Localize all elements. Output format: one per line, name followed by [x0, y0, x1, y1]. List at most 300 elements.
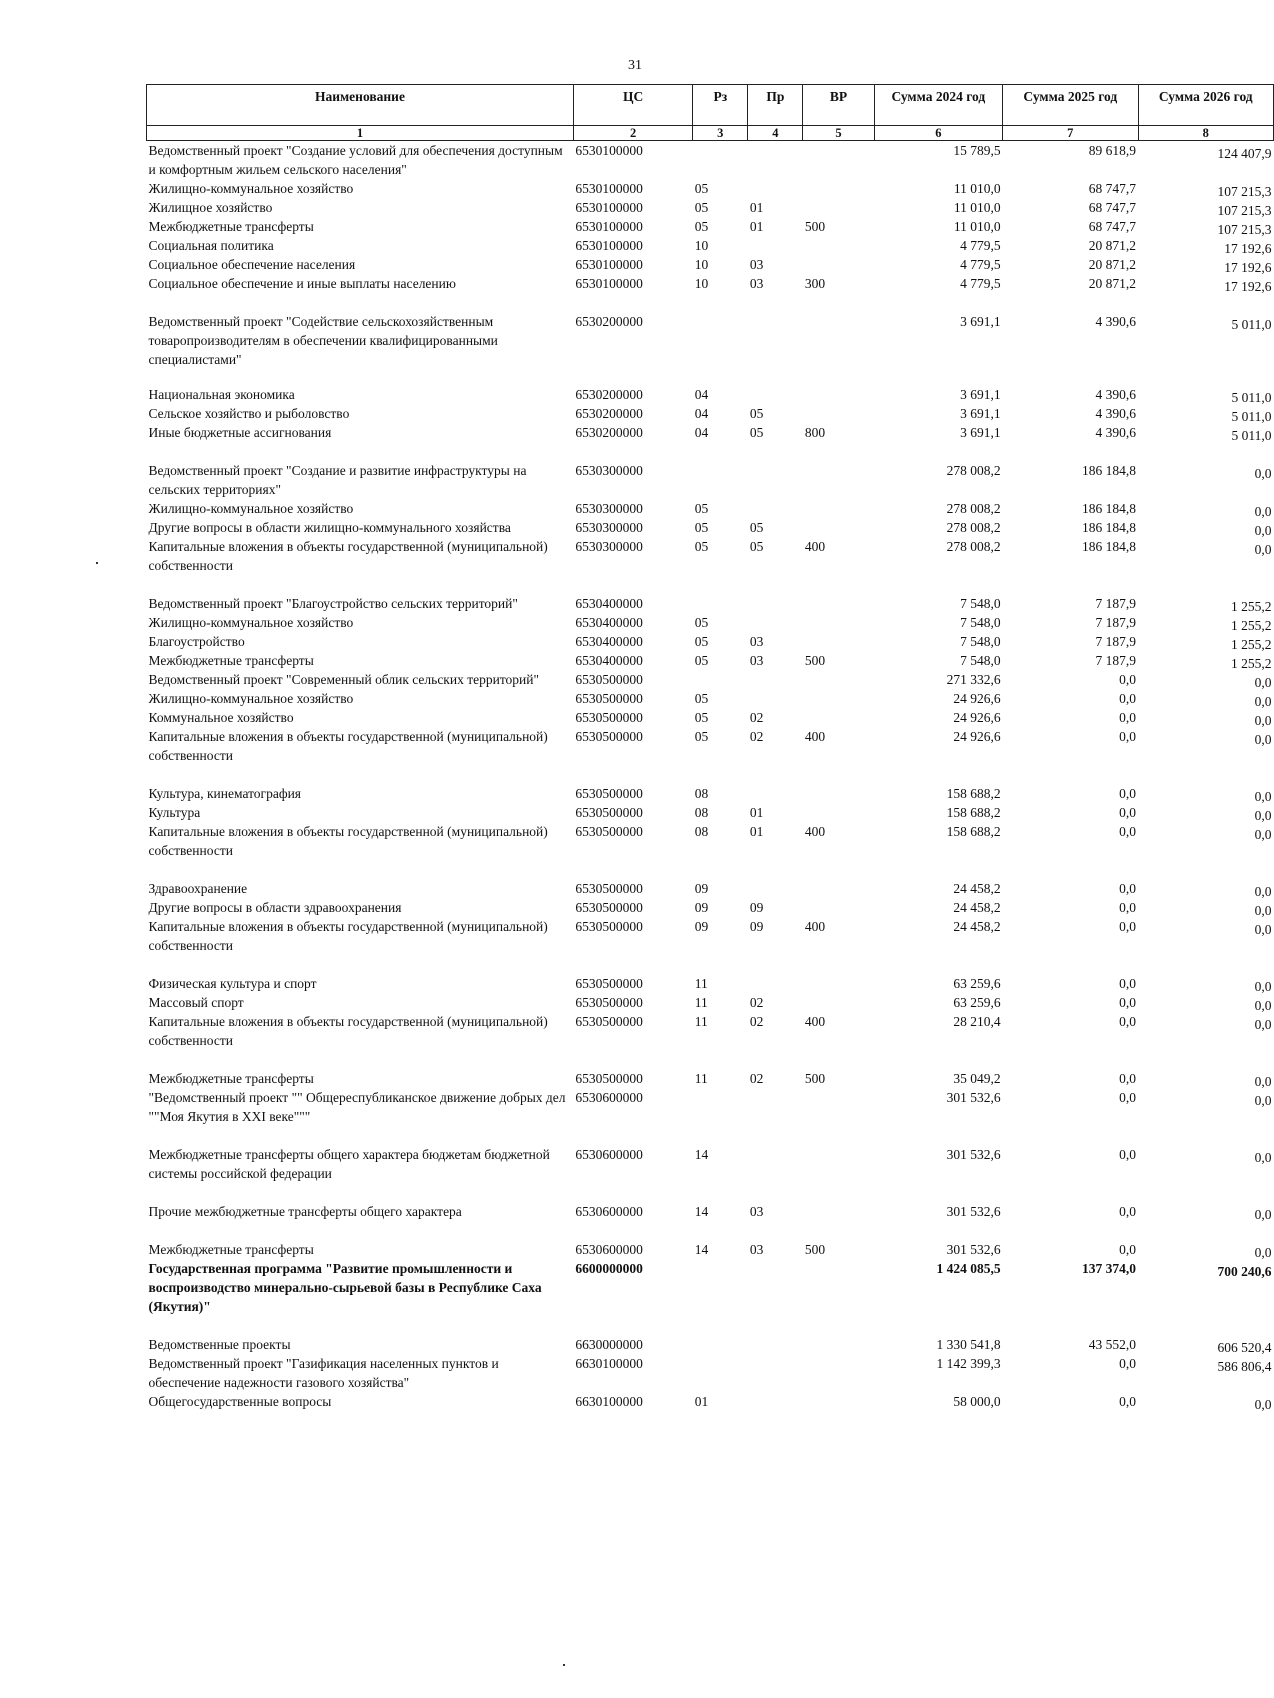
row-vr-cell: [803, 499, 874, 518]
row-sum-2026-cell: [1138, 594, 1273, 613]
row-sum-2026-value: 107 215,3: [1217, 203, 1272, 218]
table-row: [147, 1202, 1274, 1240]
row-sum-2025-cell: 0,0: [1119, 824, 1137, 839]
row-vr-cell: 400: [804, 1014, 826, 1029]
row-cs-cell: 6530500000: [575, 691, 643, 706]
row-vr-cell: [803, 1145, 874, 1202]
row-sum-2025-cell: 4 390,6: [1095, 387, 1137, 402]
table-row: [147, 898, 1274, 917]
table-row: [147, 1259, 1274, 1335]
row-vr-cell: [803, 993, 874, 1012]
table-row: [147, 1392, 1274, 1411]
table-row: [147, 499, 1274, 518]
row-vr-cell: [803, 1202, 874, 1240]
row-pr-cell: 09: [749, 900, 764, 915]
row-sum-2024-cell: 1 142 399,3: [936, 1356, 1001, 1371]
table-row: [147, 803, 1274, 822]
row-cs-cell: 6530600000: [575, 1147, 643, 1162]
row-rz-cell: 04: [694, 425, 709, 440]
row-pr-cell: [748, 499, 803, 518]
row-vr-cell: [803, 1335, 874, 1354]
row-sum-2024-cell: 3 691,1: [960, 406, 1001, 421]
row-sum-2026-value: 0,0: [1254, 1017, 1272, 1032]
row-sum-2026-cell: [1138, 1069, 1273, 1088]
row-sum-2024-cell: 11 010,0: [953, 200, 1001, 215]
row-cs-cell: 6530500000: [575, 824, 643, 839]
row-cs-cell: 6630000000: [575, 1337, 643, 1352]
row-cs-cell: 6600000000: [575, 1261, 643, 1276]
row-sum-2026-cell: [1138, 255, 1273, 274]
row-sum-2024-cell: 301 532,6: [946, 1090, 1001, 1105]
row-sum-2025-cell: 0,0: [1119, 805, 1137, 820]
row-name-cell: Культура: [148, 805, 201, 820]
row-sum-2026-value: 0,0: [1254, 523, 1272, 538]
row-sum-2025-cell: 0,0: [1119, 1242, 1137, 1257]
row-sum-2026-cell: [1138, 670, 1273, 689]
col-number: 1: [147, 126, 574, 141]
col-header-rz: Рз: [693, 85, 748, 126]
table-row: [147, 423, 1274, 461]
row-sum-2025-cell: 7 187,9: [1095, 596, 1137, 611]
row-name-cell: Сельское хозяйство и рыболовство: [148, 406, 350, 421]
row-name-cell: Социальное обеспечение населения: [148, 257, 356, 272]
row-cs-cell: 6630100000: [575, 1356, 643, 1371]
table-row: [147, 141, 1274, 180]
row-name-cell: Жилищное хозяйство: [148, 200, 273, 215]
row-pr-cell: [748, 141, 803, 180]
row-name-cell: Ведомственные проекты: [148, 1337, 291, 1352]
row-pr-cell: 03: [749, 1204, 764, 1219]
row-pr-cell: [748, 312, 803, 369]
row-sum-2026-cell: [1138, 1335, 1273, 1354]
row-sum-2026-value: 0,0: [1254, 1150, 1272, 1165]
row-name-cell: Межбюджетные трансферты: [148, 219, 314, 234]
table-row: [147, 179, 1274, 198]
row-sum-2026-value: 5 011,0: [1231, 317, 1272, 332]
row-sum-2026-value: 0,0: [1254, 827, 1272, 842]
row-sum-2024-cell: 7 548,0: [960, 615, 1001, 630]
row-vr-cell: [803, 179, 874, 198]
row-sum-2024-cell: 24 458,2: [953, 919, 1001, 934]
row-pr-cell: 02: [749, 729, 764, 744]
table-row: [147, 993, 1274, 1012]
row-pr-cell: 03: [749, 634, 764, 649]
table-row: [147, 518, 1274, 537]
row-sum-2025-cell: 20 871,2: [1088, 276, 1137, 291]
col-number: 8: [1138, 126, 1273, 141]
row-sum-2024-cell: 7 548,0: [960, 596, 1001, 611]
row-sum-2024-cell: 24 926,6: [953, 710, 1001, 725]
row-sum-2025-cell: 7 187,9: [1095, 653, 1137, 668]
row-sum-2024-cell: 3 691,1: [960, 314, 1001, 329]
row-sum-2026-value: 0,0: [1254, 1074, 1272, 1089]
row-sum-2024-cell: 1 330 541,8: [936, 1337, 1001, 1352]
row-sum-2025-cell: 68 747,7: [1088, 219, 1137, 234]
row-sum-2026-value: 0,0: [1254, 922, 1272, 937]
row-rz-cell: 11: [694, 995, 708, 1010]
row-vr-cell: [803, 708, 874, 727]
col-header-pr: Пр: [748, 85, 803, 126]
row-cs-cell: 6530500000: [575, 786, 643, 801]
row-sum-2025-cell: 0,0: [1119, 1071, 1137, 1086]
row-vr-cell: [803, 1088, 874, 1145]
row-vr-cell: [803, 1259, 874, 1335]
budget-table-container: [146, 84, 1274, 1411]
row-sum-2025-cell: 186 184,8: [1082, 501, 1137, 516]
row-sum-2024-cell: 278 008,2: [946, 501, 1001, 516]
row-sum-2024-cell: 7 548,0: [960, 634, 1001, 649]
row-pr-cell: 05: [749, 520, 764, 535]
row-rz-cell: 10: [694, 257, 709, 272]
row-vr-cell: [803, 1354, 874, 1392]
row-sum-2024-cell: 4 779,5: [960, 276, 1001, 291]
row-sum-2024-cell: 301 532,6: [946, 1147, 1001, 1162]
row-cs-cell: 6530100000: [575, 143, 643, 158]
col-number: 7: [1003, 126, 1138, 141]
row-vr-cell: [803, 312, 874, 369]
row-rz-cell: 09: [694, 919, 709, 934]
row-sum-2026-cell: [1138, 1145, 1273, 1202]
row-sum-2026-cell: [1138, 651, 1273, 670]
row-sum-2024-cell: 301 532,6: [946, 1242, 1001, 1257]
row-sum-2026-cell: [1138, 993, 1273, 1012]
row-sum-2025-cell: 68 747,7: [1088, 181, 1137, 196]
scan-mark: [563, 1664, 565, 1666]
row-vr-cell: [803, 404, 874, 423]
table-row: [147, 1240, 1274, 1259]
row-cs-cell: 6530100000: [575, 219, 643, 234]
row-cs-cell: 6530500000: [575, 710, 643, 725]
row-sum-2024-cell: 11 010,0: [953, 181, 1001, 196]
row-name-cell: Ведомственный проект "Содействие сельскохозяйственным товаропроизводителям в обеспечении квалифицированными специалистами": [148, 314, 498, 367]
row-sum-2026-cell: [1138, 537, 1273, 594]
row-name-cell: Коммунальное хозяйство: [148, 710, 294, 725]
row-name-cell: Физическая культура и спорт: [148, 976, 317, 991]
row-rz-cell: 05: [694, 181, 709, 196]
row-pr-cell: 01: [749, 805, 764, 820]
row-sum-2024-cell: 24 458,2: [953, 900, 1001, 915]
row-sum-2025-cell: 0,0: [1119, 691, 1137, 706]
table-row: [147, 537, 1274, 594]
row-rz-cell: 05: [694, 200, 709, 215]
row-rz-cell: [693, 312, 748, 369]
row-cs-cell: 6530500000: [575, 1014, 643, 1029]
row-pr-cell: 03: [749, 1242, 764, 1257]
row-name-cell: Массовый спорт: [148, 995, 244, 1010]
row-sum-2026-cell: [1138, 1259, 1273, 1335]
row-sum-2026-value: 606 520,4: [1217, 1340, 1272, 1355]
row-vr-cell: [803, 613, 874, 632]
row-pr-cell: 03: [749, 276, 764, 291]
row-cs-cell: 6530100000: [575, 181, 643, 196]
row-sum-2026-cell: [1138, 727, 1273, 784]
row-rz-cell: 08: [694, 805, 709, 820]
table-row: [147, 1335, 1274, 1354]
row-cs-cell: 6530600000: [575, 1090, 643, 1105]
row-vr-cell: [803, 803, 874, 822]
row-rz-cell: 01: [694, 1394, 709, 1409]
row-vr-cell: [803, 198, 874, 217]
row-rz-cell: 10: [694, 238, 709, 253]
row-sum-2026-cell: [1138, 198, 1273, 217]
row-pr-cell: [748, 1354, 803, 1392]
col-header-sum-2024: Сумма 2024 год: [874, 85, 1003, 126]
row-sum-2024-cell: 3 691,1: [960, 387, 1001, 402]
row-sum-2026-cell: [1138, 917, 1273, 974]
row-sum-2026-value: 0,0: [1254, 884, 1272, 899]
row-sum-2026-cell: [1138, 1202, 1273, 1240]
table-row: [147, 1145, 1274, 1202]
row-sum-2026-cell: [1138, 518, 1273, 537]
row-name-cell: Национальная экономика: [148, 387, 295, 402]
row-vr-cell: [803, 879, 874, 898]
row-pr-cell: 03: [749, 653, 764, 668]
row-sum-2024-cell: 3 691,1: [960, 425, 1001, 440]
row-sum-2026-cell: [1138, 179, 1273, 198]
row-sum-2026-value: 0,0: [1254, 1397, 1272, 1412]
row-sum-2026-cell: [1138, 803, 1273, 822]
row-pr-cell: 05: [749, 406, 764, 421]
row-sum-2025-cell: 0,0: [1119, 976, 1137, 991]
row-sum-2026-cell: [1138, 632, 1273, 651]
row-cs-cell: 6530100000: [575, 276, 643, 291]
row-name-cell: Культура, кинематография: [148, 786, 302, 801]
row-name-cell: Благоустройство: [148, 634, 245, 649]
row-name-cell: Другие вопросы в области здравоохранения: [148, 900, 402, 915]
table-row: [147, 974, 1274, 993]
row-pr-cell: [748, 689, 803, 708]
row-cs-cell: 6530500000: [575, 805, 643, 820]
table-body: [147, 141, 1274, 1412]
header-row: [147, 85, 1274, 126]
row-name-cell: Ведомственный проект "Благоустройство сельских территорий": [148, 596, 518, 611]
table-row: [147, 274, 1274, 312]
row-sum-2026-cell: [1138, 274, 1273, 312]
row-cs-cell: 6530600000: [575, 1204, 643, 1219]
row-sum-2026-cell: [1138, 898, 1273, 917]
row-pr-cell: [748, 236, 803, 255]
row-rz-cell: [693, 141, 748, 180]
table-row: [147, 594, 1274, 613]
row-rz-cell: [693, 1259, 748, 1335]
row-pr-cell: [748, 1259, 803, 1335]
row-sum-2026-value: 0,0: [1254, 713, 1272, 728]
col-number: 3: [693, 126, 748, 141]
row-sum-2026-cell: [1138, 974, 1273, 993]
row-cs-cell: 6530300000: [575, 501, 643, 516]
row-cs-cell: 6530500000: [575, 881, 643, 896]
row-cs-cell: 6530100000: [575, 238, 643, 253]
row-cs-cell: 6530300000: [575, 539, 643, 554]
row-sum-2025-cell: 0,0: [1119, 995, 1137, 1010]
row-cs-cell: 6530400000: [575, 634, 643, 649]
row-sum-2026-value: 5 011,0: [1231, 390, 1272, 405]
row-sum-2024-cell: 278 008,2: [946, 539, 1001, 554]
table-row: [147, 822, 1274, 879]
row-name-cell: Межбюджетные трансферты: [148, 1242, 314, 1257]
row-cs-cell: 6530100000: [575, 257, 643, 272]
row-rz-cell: 05: [694, 520, 709, 535]
col-number: 5: [803, 126, 874, 141]
row-pr-cell: [748, 1088, 803, 1145]
row-name-cell: Ведомственный проект "Газификация населенных пунктов и обеспечение надежности газового хозяйства": [148, 1356, 499, 1390]
row-sum-2026-cell: [1138, 613, 1273, 632]
row-name-cell: Здравоохранение: [148, 881, 248, 896]
row-sum-2026-cell: [1138, 1088, 1273, 1145]
row-sum-2026-value: 17 192,6: [1224, 260, 1272, 275]
row-vr-cell: 400: [804, 919, 826, 934]
row-rz-cell: [693, 1088, 748, 1145]
row-cs-cell: 6530200000: [575, 406, 643, 421]
table-row: [147, 689, 1274, 708]
row-sum-2024-cell: 278 008,2: [946, 463, 1001, 478]
row-rz-cell: 04: [694, 406, 709, 421]
row-vr-cell: 500: [804, 1242, 826, 1257]
row-pr-cell: 05: [749, 425, 764, 440]
page-number: 31: [628, 58, 642, 73]
row-name-cell: Жилищно-коммунальное хозяйство: [148, 691, 354, 706]
row-sum-2026-value: 107 215,3: [1217, 184, 1272, 199]
row-sum-2026-cell: [1138, 217, 1273, 236]
table-row: [147, 651, 1274, 670]
row-name-cell: Капитальные вложения в объекты государственной (муниципальной) собственности: [148, 1014, 548, 1048]
row-rz-cell: 11: [694, 1071, 708, 1086]
col-header-sum-2025: Сумма 2025 год: [1003, 85, 1138, 126]
row-sum-2026-value: 107 215,3: [1217, 222, 1272, 237]
row-rz-cell: 05: [694, 615, 709, 630]
row-sum-2025-cell: 0,0: [1119, 1014, 1137, 1029]
table-row: [147, 1088, 1274, 1145]
row-sum-2025-cell: 4 390,6: [1095, 425, 1137, 440]
row-vr-cell: 400: [804, 539, 826, 554]
table-row: [147, 255, 1274, 274]
row-rz-cell: [693, 461, 748, 499]
row-sum-2026-value: 0,0: [1254, 504, 1272, 519]
row-pr-cell: [748, 1335, 803, 1354]
row-sum-2025-cell: 0,0: [1119, 1204, 1137, 1219]
column-number-row: [147, 126, 1274, 141]
table-row: [147, 312, 1274, 369]
row-name-cell: Ведомственный проект "Современный облик сельских территорий": [148, 672, 540, 687]
row-sum-2025-cell: 0,0: [1119, 729, 1137, 744]
row-cs-cell: 6530200000: [575, 387, 643, 402]
row-sum-2024-cell: 301 532,6: [946, 1204, 1001, 1219]
table-row: [147, 1012, 1274, 1069]
row-cs-cell: 6530400000: [575, 596, 643, 611]
row-sum-2024-cell: 28 210,4: [953, 1014, 1001, 1029]
row-name-cell: Социальная политика: [148, 238, 274, 253]
row-rz-cell: 05: [694, 729, 709, 744]
row-sum-2024-cell: 271 332,6: [946, 672, 1001, 687]
row-vr-cell: [803, 594, 874, 613]
table-row: [147, 217, 1274, 236]
row-sum-2025-cell: 0,0: [1119, 1356, 1137, 1371]
row-name-cell: Ведомственный проект "Создание и развитие инфраструктуры на сельских территориях": [148, 463, 527, 497]
row-cs-cell: 6530500000: [575, 976, 643, 991]
row-sum-2026-cell: [1138, 879, 1273, 898]
row-name-cell: Прочие межбюджетные трансферты общего характера: [148, 1204, 462, 1219]
table-row: [147, 632, 1274, 651]
row-sum-2026-value: 0,0: [1254, 732, 1272, 747]
row-vr-cell: [803, 141, 874, 180]
row-rz-cell: 08: [694, 786, 709, 801]
row-sum-2024-cell: 4 779,5: [960, 257, 1001, 272]
row-sum-2026-value: 17 192,6: [1224, 241, 1272, 256]
table-row: [147, 670, 1274, 689]
row-sum-2024-cell: 1 424 085,5: [936, 1261, 1001, 1276]
row-sum-2025-cell: 4 390,6: [1095, 406, 1137, 421]
row-sum-2025-cell: 0,0: [1119, 881, 1137, 896]
row-pr-cell: 09: [749, 919, 764, 934]
row-sum-2026-value: 0,0: [1254, 903, 1272, 918]
row-sum-2025-cell: 0,0: [1119, 672, 1137, 687]
row-cs-cell: 6530200000: [575, 314, 643, 329]
row-sum-2026-cell: [1138, 141, 1273, 180]
row-pr-cell: 02: [749, 710, 764, 725]
row-sum-2026-value: 1 255,2: [1231, 637, 1272, 652]
row-sum-2024-cell: 7 548,0: [960, 653, 1001, 668]
row-cs-cell: 6530500000: [575, 729, 643, 744]
row-name-cell: Жилищно-коммунальное хозяйство: [148, 615, 354, 630]
row-rz-cell: [693, 1354, 748, 1392]
row-sum-2025-cell: 186 184,8: [1082, 463, 1137, 478]
row-pr-cell: [748, 670, 803, 689]
scan-mark: [96, 562, 98, 564]
row-vr-cell: [803, 670, 874, 689]
row-pr-cell: 02: [749, 995, 764, 1010]
row-name-cell: "Ведомственный проект "" Общереспубликанское движение добрых дел ""Моя Якутия в XXI веке""": [148, 1090, 566, 1124]
row-vr-cell: [803, 461, 874, 499]
row-name-cell: Социальное обеспечение и иные выплаты населению: [148, 276, 456, 291]
row-cs-cell: 6530300000: [575, 463, 643, 478]
row-sum-2025-cell: 0,0: [1119, 1090, 1137, 1105]
row-sum-2025-cell: 20 871,2: [1088, 238, 1137, 253]
row-sum-2026-value: 1 255,2: [1231, 618, 1272, 633]
row-rz-cell: 09: [694, 900, 709, 915]
row-rz-cell: 05: [694, 501, 709, 516]
row-sum-2026-cell: [1138, 404, 1273, 423]
row-rz-cell: 05: [694, 634, 709, 649]
row-sum-2025-cell: 68 747,7: [1088, 200, 1137, 215]
row-sum-2024-cell: 24 926,6: [953, 729, 1001, 744]
table-row: [147, 1069, 1274, 1088]
row-sum-2026-value: 1 255,2: [1231, 599, 1272, 614]
table-row: [147, 613, 1274, 632]
row-vr-cell: 500: [804, 653, 826, 668]
row-vr-cell: [803, 974, 874, 993]
row-rz-cell: 05: [694, 691, 709, 706]
row-name-cell: Общегосударственные вопросы: [148, 1394, 332, 1409]
row-sum-2026-value: 124 407,9: [1217, 146, 1272, 161]
row-pr-cell: [748, 179, 803, 198]
row-cs-cell: 6530500000: [575, 900, 643, 915]
row-cs-cell: 6530400000: [575, 653, 643, 668]
row-pr-cell: [748, 1392, 803, 1411]
row-sum-2026-cell: [1138, 822, 1273, 879]
row-name-cell: Межбюджетные трансферты общего характера бюджетам бюджетной системы российской федерации: [148, 1147, 550, 1181]
row-vr-cell: [803, 255, 874, 274]
row-sum-2024-cell: 11 010,0: [953, 219, 1001, 234]
row-vr-cell: [803, 689, 874, 708]
row-sum-2026-value: 0,0: [1254, 808, 1272, 823]
row-vr-cell: [803, 1392, 874, 1411]
row-rz-cell: 05: [694, 539, 709, 554]
row-sum-2025-cell: 0,0: [1119, 786, 1137, 801]
row-pr-cell: [748, 461, 803, 499]
row-sum-2026-cell: [1138, 1012, 1273, 1069]
row-pr-cell: [748, 784, 803, 803]
row-rz-cell: [693, 594, 748, 613]
